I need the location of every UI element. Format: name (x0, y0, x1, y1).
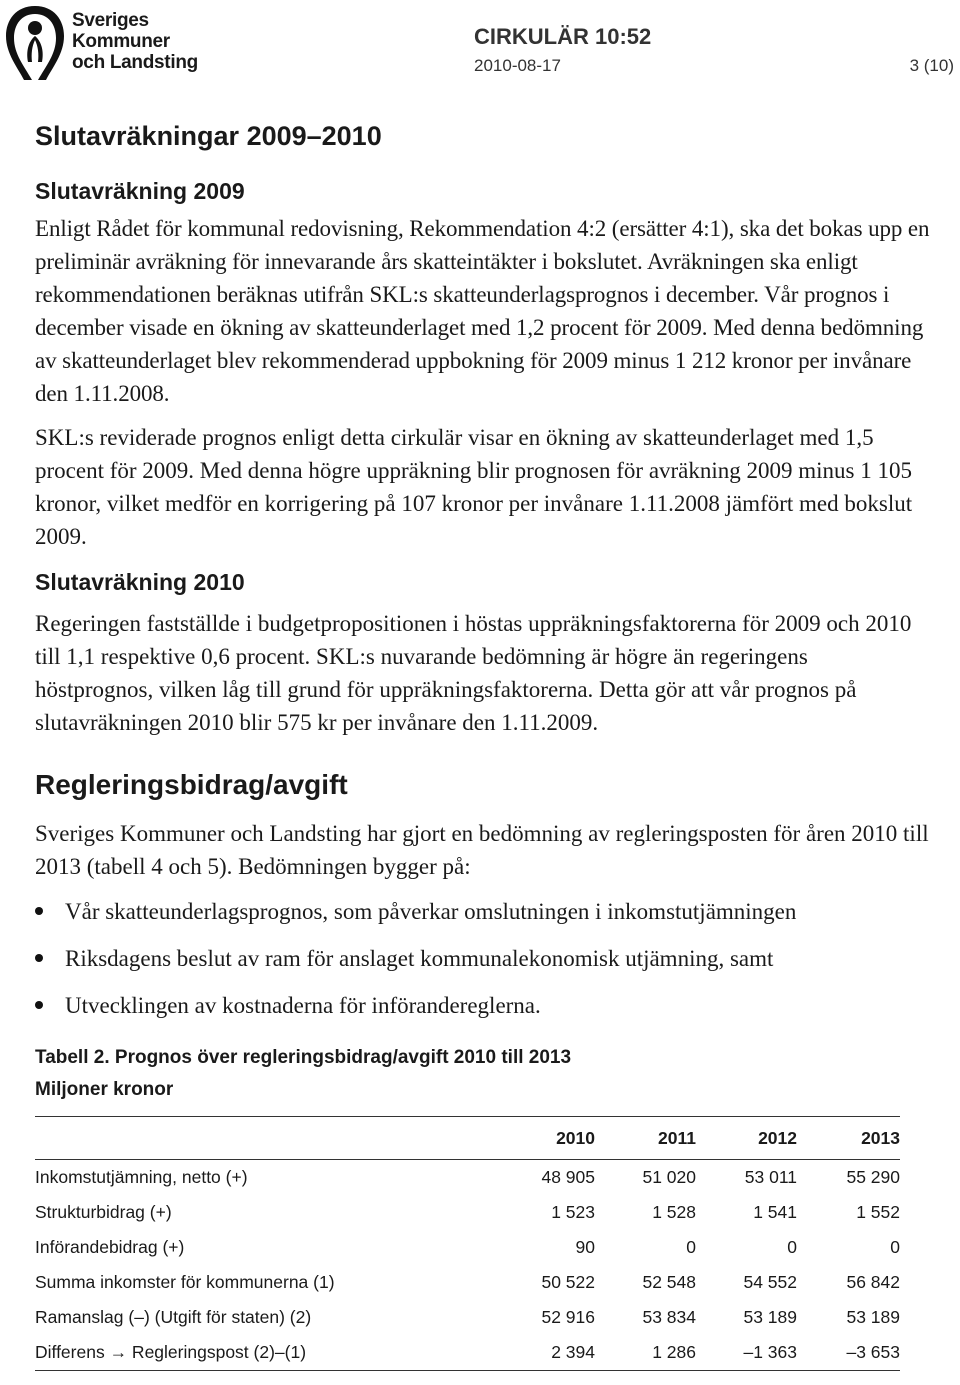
cell-value: 56 842 (846, 1272, 900, 1292)
table-row (35, 1300, 900, 1335)
cell-value: 55 290 (846, 1167, 900, 1187)
cell-value: 52 916 (541, 1307, 595, 1327)
cell-value: 1 523 (551, 1202, 595, 1222)
section-title-slutavrakningar: Slutavräkningar 2009–2010 (35, 121, 382, 151)
org-logo (2, 2, 202, 82)
cell-value: 48 905 (541, 1167, 595, 1187)
table-row (35, 1265, 900, 1300)
table-row (35, 1335, 900, 1371)
list-item-text: Riksdagens beslut av ram för anslaget kommunalekonomisk utjämning, samt (65, 946, 774, 971)
row-label: Differens → Regleringspost (2)–(1) (35, 1335, 495, 1371)
row-label: Summa inkomster för kommunerna (1) (35, 1272, 335, 1292)
list-item (35, 895, 930, 928)
document-body (35, 118, 930, 1371)
table-row (35, 1160, 900, 1196)
bullet-list (35, 895, 930, 1022)
table-header-2010: 2010 (495, 1117, 595, 1160)
cell-value: 53 189 (846, 1307, 900, 1327)
cell-value: 1 552 (856, 1202, 900, 1222)
cell-value: –3 653 (797, 1335, 900, 1371)
table-row (35, 1195, 900, 1230)
section-title-regleringsbidrag: Regleringsbidrag/avgift (35, 769, 348, 800)
circular-number: CIRKULÄR 10:52 (474, 24, 652, 49)
cell-value: 0 (787, 1237, 797, 1257)
list-item-text: Vår skatteunderlagsprognos, som påverkar omslutningen i inkomstutjämningen (65, 899, 797, 924)
bullet-dot-icon (35, 907, 43, 915)
org-name (72, 10, 198, 73)
table-header-2012: 2012 (696, 1117, 797, 1160)
cell-value: 0 (686, 1237, 696, 1257)
regleringsbidrag-table (35, 1116, 900, 1371)
table-header-2013: 2013 (797, 1117, 900, 1160)
page-number: 3 (10) (909, 56, 954, 75)
subsection-title-2009: Slutavräkning 2009 (35, 178, 245, 204)
row-label: Ramanslag (–) (Utgift för staten) (2) (35, 1307, 312, 1327)
cell-value: 1 528 (652, 1202, 696, 1222)
cell-value: 52 548 (642, 1272, 696, 1292)
org-name-line2: Kommuner (72, 31, 170, 52)
list-item (35, 989, 930, 1022)
list-item-text: Utvecklingen av kostnaderna för införandereglerna. (65, 993, 541, 1018)
subsection-title-2010: Slutavräkning 2010 (35, 569, 245, 595)
list-item (35, 942, 930, 975)
cell-value: 1 541 (753, 1202, 797, 1222)
table-header-2011: 2011 (595, 1117, 696, 1160)
bullet-dot-icon (35, 954, 43, 962)
cell-value: 53 189 (743, 1307, 797, 1327)
paragraph-2009-2: SKL:s reviderade prognos enligt detta cirkulär visar en ökning av skatteunderlaget med 1,5 procent för 2009. Med denna högre uppräkning blir prognosen för avräkning 2009 minus 1 105 kronor, vilket medför en korrigering på 107 kronor per invånare 1.11.2008 jämfört med bokslut 2009. (35, 425, 913, 549)
table-header-label (35, 1117, 495, 1160)
cell-value: 54 552 (743, 1272, 797, 1292)
org-name-line3: och Landsting (72, 52, 198, 73)
table-caption: Tabell 2. Prognos över regleringsbidrag/avgift 2010 till 2013 (35, 1047, 572, 1068)
row-label: Införandebidrag (+) (35, 1237, 185, 1257)
cell-value: 53 834 (642, 1307, 696, 1327)
cell-value: 90 (575, 1237, 595, 1257)
paragraph-regleringsbidrag: Sveriges Kommuner och Landsting har gjort en bedömning av regleringsposten för åren 2010 till 2013 (tabell 4 och 5). Bedömningen bygger på: (35, 821, 929, 879)
table-row (35, 1230, 900, 1265)
cell-value: 1 286 (595, 1335, 696, 1371)
logo-emblem-icon (2, 2, 68, 82)
document-date: 2010-08-17 (474, 56, 561, 75)
cell-value: 2 394 (495, 1335, 595, 1371)
bullet-dot-icon (35, 1001, 43, 1009)
cell-value: –1 363 (696, 1335, 797, 1371)
org-name-line1: Sveriges (72, 10, 149, 31)
cell-value: 50 522 (541, 1272, 595, 1292)
cell-value: 53 011 (744, 1167, 797, 1187)
paragraph-2010-1: Regeringen fastställde i budgetpropositionen i höstas uppräkningsfaktorerna för 2009 och 2010 till 1,1 respektive 0,6 procent. SKL:s nuvarande bedömning är högre än regeringens höstprognos, vilken låg till grund för uppräkningsfaktorerna. Detta gör att vår prognos på slutavräkningen 2010 blir 575 kr per invånare den 1.11.2009. (35, 611, 912, 735)
cell-value: 0 (890, 1237, 900, 1257)
cell-value: 51 020 (642, 1167, 696, 1187)
row-label: Inkomstutjämning, netto (+) (35, 1167, 248, 1187)
table-unit: Miljoner kronor (35, 1079, 174, 1100)
table-header-row (35, 1117, 900, 1160)
paragraph-2009-1: Enligt Rådet för kommunal redovisning, Rekommendation 4:2 (ersätter 4:1), ska det bokas upp en preliminär avräkning för innevarande års skatteintäkter i bokslutet. Avräkningen ska enligt rekommendationen beräknas utifrån SKL:s skatteunderlagsprognos i december. Vår prognos i december visade en ökning av skatteunderlaget med 1,2 procent för 2009. Med denna bedömning av skatteunderlaget blev rekommenderad uppbokning för 2009 minus 1 212 kronor per invånare den 1.11.2008. (35, 216, 930, 406)
row-label: Strukturbidrag (+) (35, 1202, 172, 1222)
